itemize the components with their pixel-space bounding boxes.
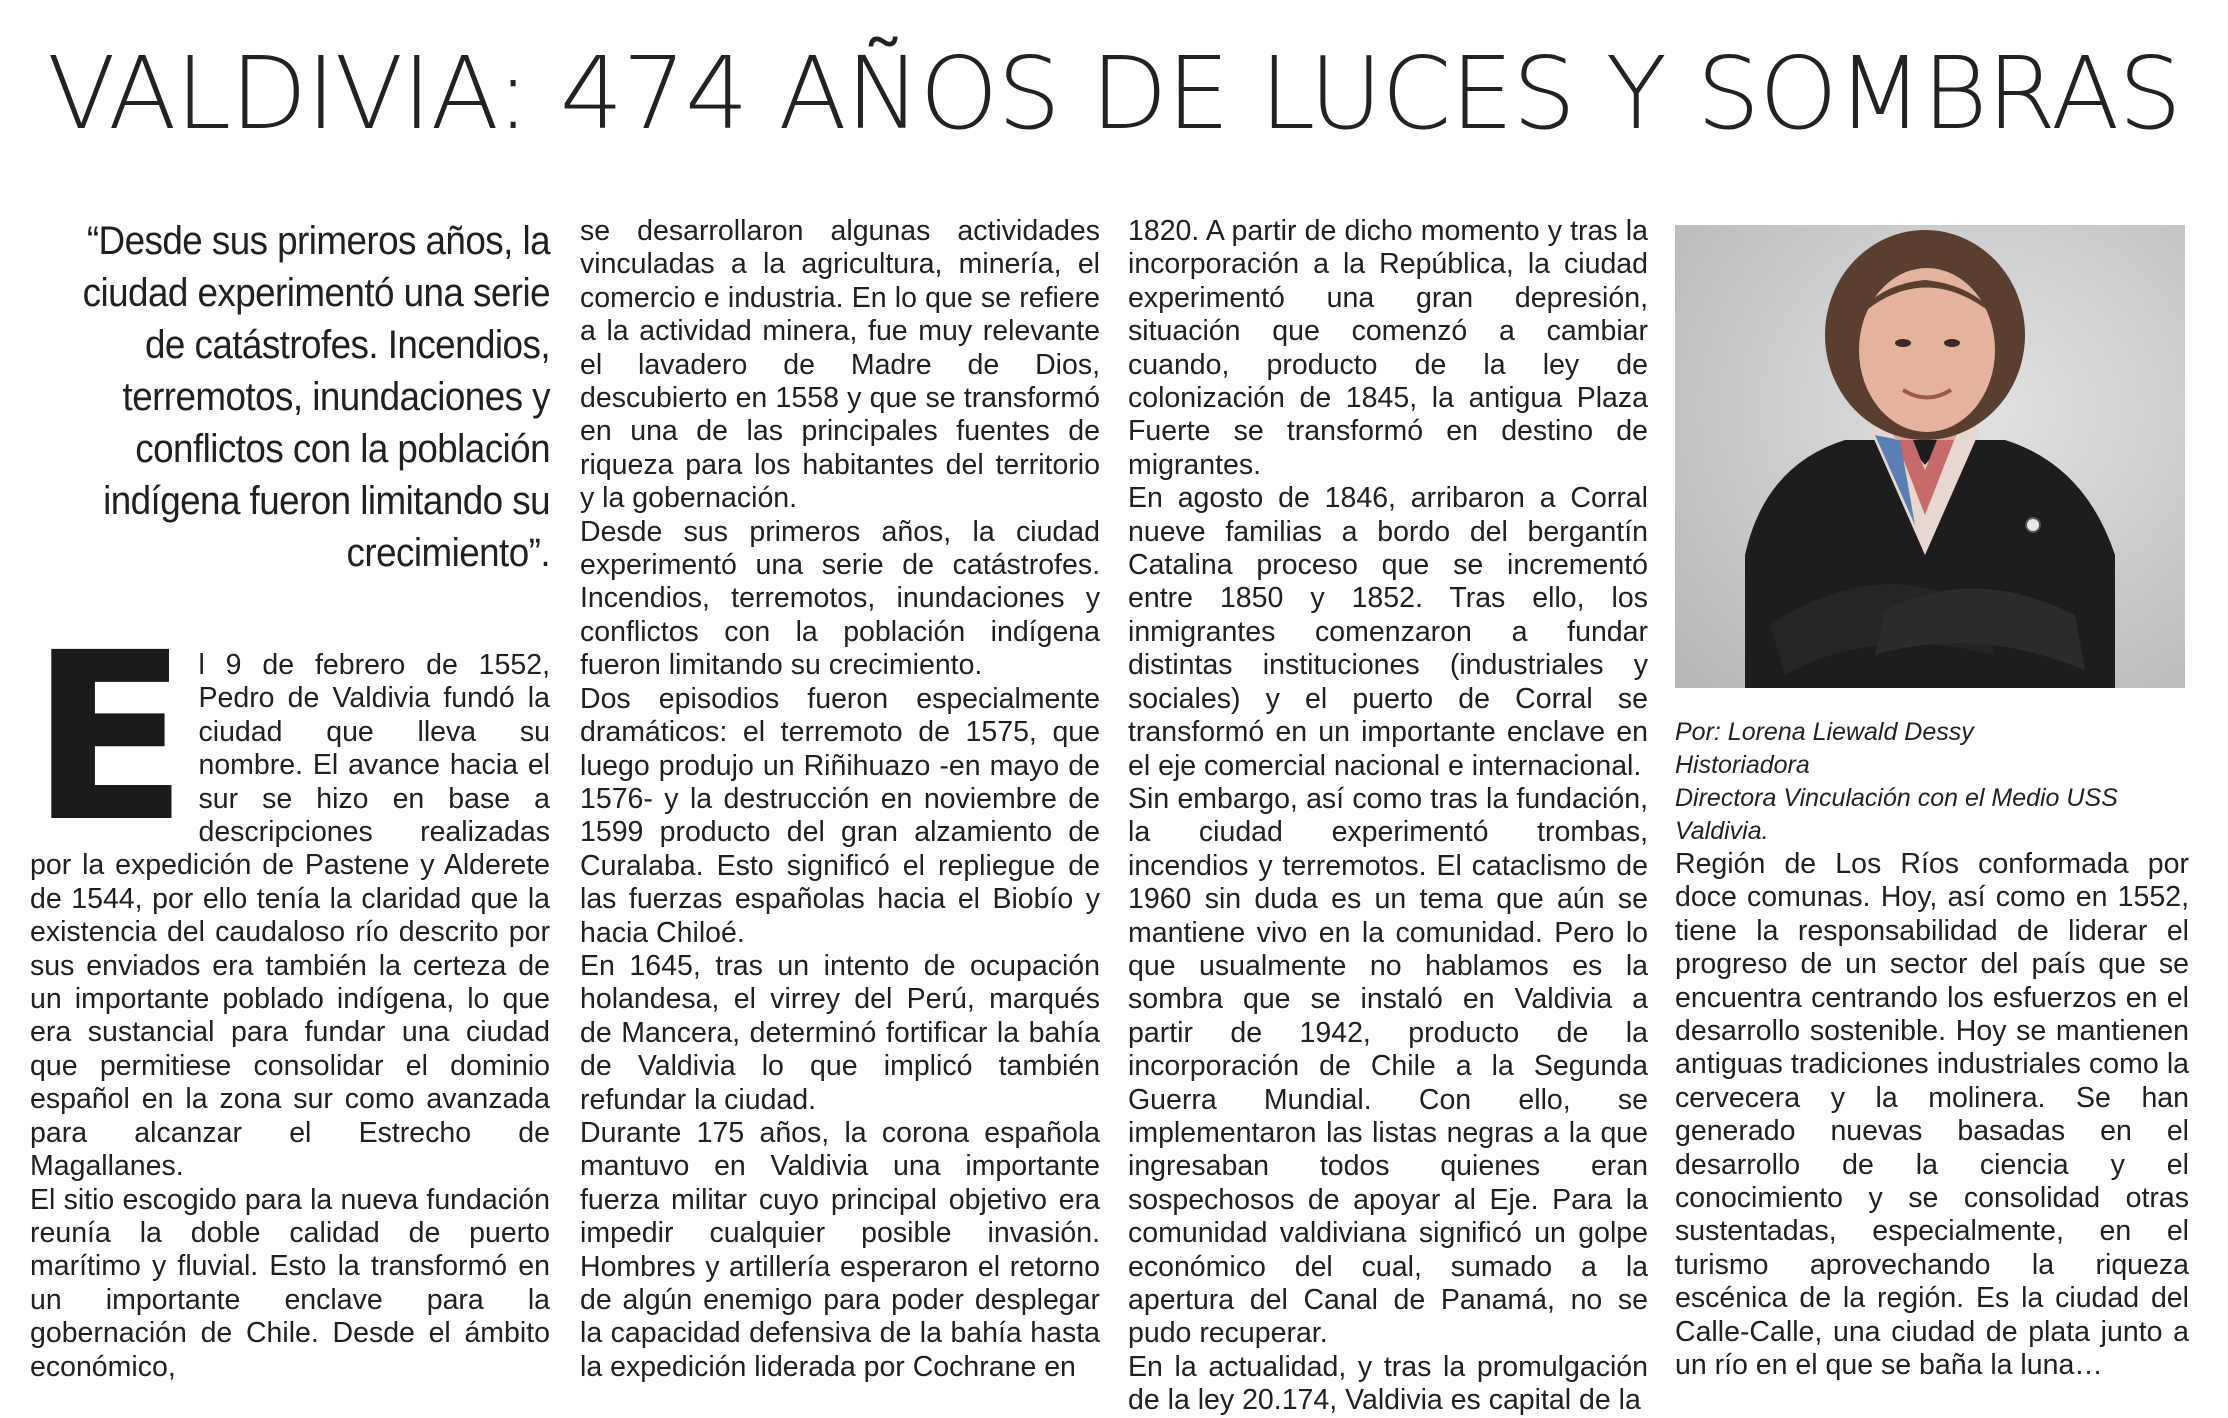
column-2-paragraph-5: Durante 175 años, la corona española mantuvo en Valdivia una importante fuerza militar cuyo principal objetivo era impedir cualquier posible invasión. Hombres y artillería esperaron el retorno de algún enemigo para poder desplegar la capacidad defensiva de la bahía hasta la expedición liderada por Cochrane en — [580, 1116, 1100, 1383]
drop-cap: E — [30, 603, 189, 873]
author-portrait — [1675, 225, 2185, 688]
byline-author: Por: Lorena Liewald Dessy — [1675, 718, 1974, 746]
pull-quote: “Desde sus primeros años, la ciudad experimentó una serie de catástrofes. Incendios, terremotos, inundaciones y conflictos con la población indígena fueron limitando su crecimiento”. — [82, 219, 551, 575]
column-4-paragraph-1: Región de Los Ríos conformada por doce comunas. Hoy, así como en 1552, tiene la responsabilidad de liderar el progreso de un sector del país que se encuentra centrando los esfuerzos en el desarrollo sostenible. Hoy se mantienen antiguas tradiciones industriales como la cervecera y la molinera. Se han generado nuevas basadas en el desarrollo de la ciencia y el conocimiento y se consolidad otras sustentadas, especialmente, en el turismo aprovechando la riqueza escénica de la región. Es la ciudad del Calle-Calle, una ciudad de plata junto a un río en el que se baña la luna… — [1675, 848, 2189, 1382]
byline — [1675, 716, 2195, 848]
column-2 — [580, 215, 1100, 1384]
byline-role: Historiadora — [1675, 751, 1810, 779]
column-3-paragraph-3: Sin embargo, así como tras la fundación, la ciudad experimentó trombas, incendios y terremotos. El cataclismo de 1960 sin duda es un tema que aún se mantiene vivo en la comunidad. Pero lo que usualmente no hablamos es la sombra que se instaló en Valdivia a partir de 1942, producto de la incorporación de Chile a la Segunda Guerra Mundial. Con ello, se implementaron las listas negras a la que ingresaban todos quienes eran sospechosos de apoyar al Eje. Para la comunidad valdiviana significó un golpe económico del cual, sumado a la apertura del Canal de Panamá, no se pudo recuperar. — [1128, 782, 1648, 1350]
column-3 — [1128, 215, 1648, 1418]
column-1-text-1: l 9 de febrero de 1552, Pedro de Valdivia fundó la ciudad que lleva su nombre. El avance hacia el sur se hizo en base a descripciones realizadas por la expedición de Pastene y Alderete de 1544, por ello tenía la claridad que la existencia del caudaloso río descrito por sus enviados era también la certeza de un importante poblado indígena, lo que era sustancial para fundar una ciudad que permitiese consolidar el dominio español en la zona sur como avanzada para alcanzar el Estrecho de Magallanes. — [30, 649, 550, 1183]
portrait-illustration — [1675, 225, 2185, 688]
column-1-paragraph-2: El sitio escogido para la nueva fundación reunía la doble calidad de puerto marítimo y fluvial. Esto la transformó en un importante enclave para la gobernación de Chile. Desde el ámbito económico, — [30, 1183, 550, 1383]
column-3-paragraph-4: En la actualidad, y tras la promulgación de la ley 20.174, Valdivia es capital de la — [1128, 1350, 1648, 1417]
byline-position: Directora Vinculación con el Medio USS Valdivia. — [1675, 784, 2118, 845]
column-2-paragraph-3: Dos episodios fueron especialmente dramáticos: el terremoto de 1575, que luego produjo un Riñihuazo -en mayo de 1576- y la destrucción en noviembre de 1599 producto del gran alzamiento de Curalaba. Esto significó el repliegue de las fuerzas españolas hacia el Biobío y hacia Chiloé. — [580, 682, 1100, 949]
column-3-paragraph-2: En agosto de 1846, arribaron a Corral nueve familias a bordo del bergantín Catalina proceso que se incrementó entre 1850 y 1852. Tras ello, los inmigrantes comenzaron a fundar distintas instituciones (industriales y sociales) y el puerto de Corral se transformó en un importante enclave en el eje comercial nacional e internacional. — [1128, 482, 1648, 782]
column-2-paragraph-1: se desarrollaron algunas actividades vinculadas a la agricultura, minería, el comercio e industria. En lo que se refiere a la actividad minera, fue muy relevante el lavadero de Madre de Dios, descubierto en 1558 y que se transformó en una de las principales fuentes de riqueza para los habitantes del territorio y la gobernación. — [580, 215, 1100, 515]
column-2-paragraph-2: Desde sus primeros años, la ciudad experimentó una serie de catástrofes. Incendios, terremotos, inundaciones y conflictos con la población indígena fueron limitando su crecimiento. — [580, 515, 1100, 682]
column-3-paragraph-1: 1820. A partir de dicho momento y tras la incorporación a la República, la ciudad experimentó una gran depresión, situación que comenzó a cambiar cuando, producto de la ley de colonización de 1845, la antigua Plaza Fuerte se transformó en destino de migrantes. — [1128, 215, 1648, 481]
headline: VALDIVIA: 474 AÑOS DE LUCES Y SOMBRAS — [47, 35, 2181, 152]
column-2-paragraph-4: En 1645, tras un intento de ocupación holandesa, el virrey del Perú, marqués de Mancera, determinó fortificar la bahía de Valdivia lo que implicó también refundar la ciudad. — [580, 949, 1100, 1116]
column-1 — [30, 215, 550, 1384]
column-1-paragraph-1 — [30, 603, 550, 1184]
column-4 — [1675, 848, 2189, 1383]
